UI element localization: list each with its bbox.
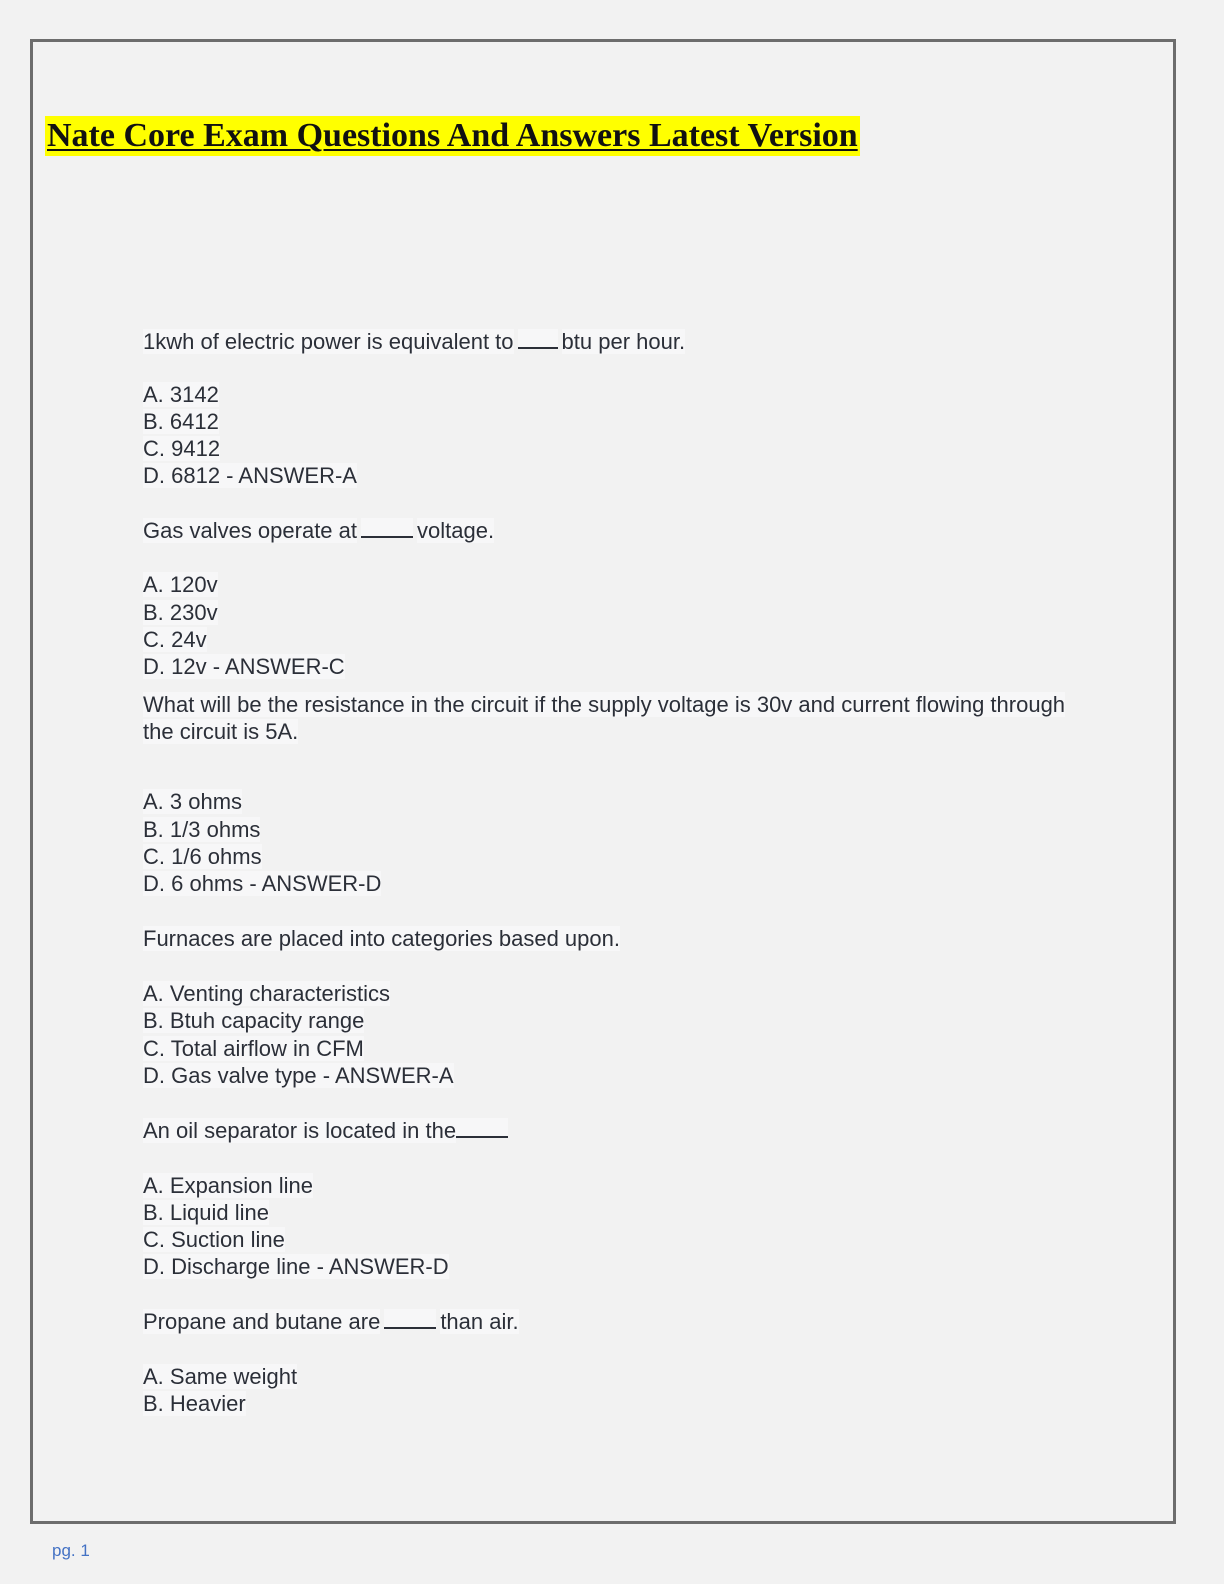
question-5-option-a: A. Expansion line	[143, 1173, 313, 1198]
question-5-option-c: C. Suction line	[143, 1227, 285, 1252]
question-1-option-a: A. 3142	[143, 382, 219, 407]
question-4-option-b: B. Btuh capacity range	[143, 1008, 365, 1033]
question-4-option-c: C. Total airflow in CFM	[143, 1036, 364, 1061]
question-3-option-c: C. 1/6 ohms	[143, 844, 262, 869]
question-1-text: 1kwh of electric power is equivalent to btu per hour.	[143, 329, 686, 354]
question-3-option-a: A. 3 ohms	[143, 789, 243, 814]
question-4-option-d: D. Gas valve type - ANSWER-A	[143, 1063, 454, 1088]
question-1-option-c: C. 9412	[143, 436, 221, 461]
document-title: Nate Core Exam Questions And Answers Latest Version	[47, 117, 858, 154]
question-6-blank	[384, 1309, 436, 1329]
question-6-text: Propane and butane are than air.	[143, 1309, 519, 1334]
question-4-text: Furnaces are placed into categories based upon.	[143, 926, 620, 951]
question-2-option-b: B. 230v	[143, 600, 218, 625]
question-3-option-b: B. 1/3 ohms	[143, 817, 261, 842]
page-border	[30, 39, 1176, 1524]
question-2-text: Gas valves operate at voltage.	[143, 518, 495, 543]
question-6-option-a: A. Same weight	[143, 1364, 298, 1389]
question-2-blank	[361, 518, 413, 538]
question-5-option-b: B. Liquid line	[143, 1200, 269, 1225]
question-5-text: An oil separator is located in the	[143, 1118, 512, 1144]
question-1-option-d: D. 6812 - ANSWER-A	[143, 463, 357, 488]
question-6-option-b: B. Heavier	[143, 1391, 246, 1416]
question-2-option-d: D. 12v - ANSWER-C	[143, 654, 345, 679]
question-5-option-d: D. Discharge line - ANSWER-D	[143, 1254, 449, 1279]
question-1-option-b: B. 6412	[143, 409, 219, 434]
page-number: pg. 1	[52, 1541, 90, 1560]
question-3-option-d: D. 6 ohms - ANSWER-D	[143, 871, 382, 896]
question-3-text: What will be the resistance in the circuit if the supply voltage is 30v and current flowing through the circuit is 5A.	[143, 692, 1066, 744]
question-1-blank	[518, 329, 558, 349]
question-5-blank	[456, 1118, 508, 1138]
question-2-option-c: C. 24v	[143, 627, 207, 652]
question-2-option-a: A. 120v	[143, 572, 218, 597]
question-4-option-a: A. Venting characteristics	[143, 981, 391, 1006]
